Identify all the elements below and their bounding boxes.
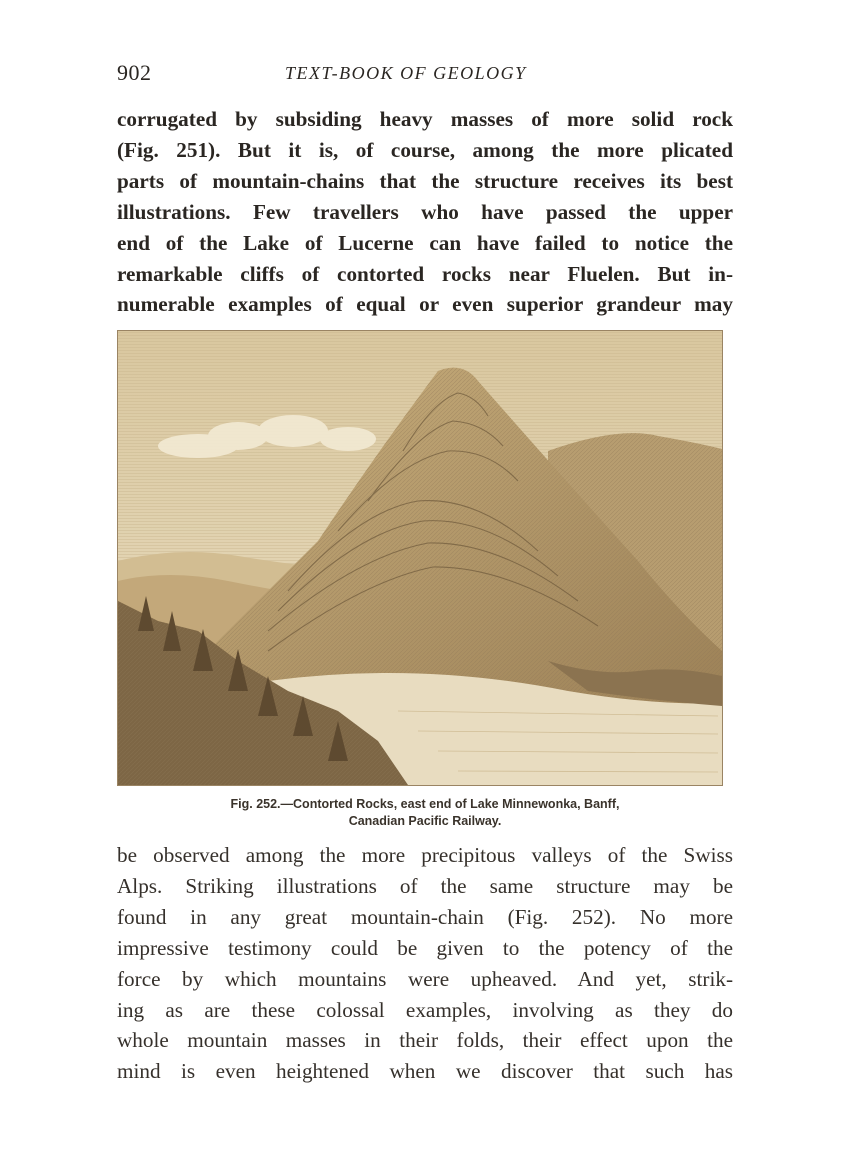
text-line: impressive testimony could be given to the potency of the: [117, 935, 733, 960]
caption-line: Canadian Pacific Railway.: [348, 814, 502, 828]
text-line: end of the Lake of Lucerne can have failed to notice the: [117, 230, 733, 255]
text-line: ing as are these colossal examples, involving as they do: [117, 997, 733, 1022]
caption-line: Fig. 252.—Contorted Rocks, east end of Lake Minnewonka, Banff,: [230, 797, 620, 811]
text-line: numerable examples of equal or even superior grandeur may: [117, 292, 733, 317]
text-line: mind is even heightened when we discover that such has: [117, 1059, 733, 1084]
text-line: found in any great mountain-chain (Fig. 252). No more: [117, 904, 733, 929]
text-line: illustrations. Few travellers who have passed the upper: [117, 199, 733, 224]
running-head: TEXT-BOOK OF GEOLOGY: [285, 63, 527, 83]
figure-caption: [117, 796, 733, 830]
mountain-illustration: [118, 331, 722, 785]
text-line: parts of mountain-chains that the structure receives its best: [117, 168, 733, 193]
page-number: 902: [117, 60, 152, 85]
text-line: whole mountain masses in their folds, their effect upon the: [117, 1028, 733, 1053]
text-line: (Fig. 251). But it is, of course, among the more plicated: [117, 137, 733, 162]
text-line: Alps. Striking illustrations of the same structure may be: [117, 873, 733, 898]
paragraph-top: [117, 104, 733, 320]
text-line: be observed among the more precipitous valleys of the Swiss: [117, 843, 733, 867]
paragraph-bottom: [117, 840, 733, 1087]
figure-engraving: [117, 330, 723, 786]
text-line: remarkable cliffs of contorted rocks near Fluelen. But in-: [117, 261, 733, 286]
text-line: corrugated by subsiding heavy masses of more solid rock: [117, 107, 733, 131]
text-line: force by which mountains were upheaved. And yet, strik-: [117, 966, 733, 991]
